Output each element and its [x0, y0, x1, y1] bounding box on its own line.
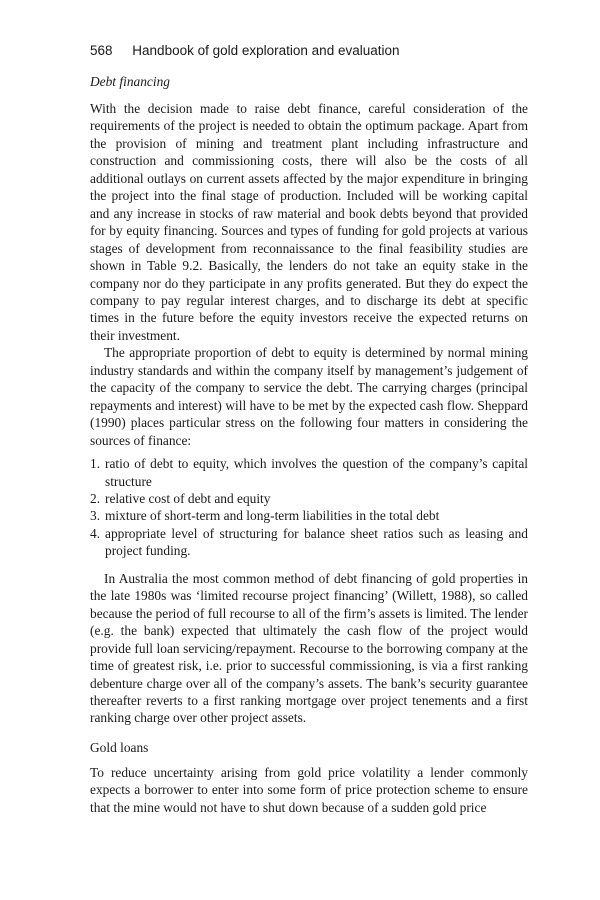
section-heading-gold-loans: Gold loans — [90, 739, 149, 755]
list-item-text: relative cost of debt and equity — [105, 490, 271, 506]
running-header — [90, 42, 528, 60]
list-item-text: mixture of short-term and long-term liabilities in the total debt — [105, 508, 440, 524]
list-item — [90, 507, 528, 524]
list-item-number: 2. — [90, 490, 101, 506]
paragraph-gold-loans-1: To reduce uncertainty arising from gold price volatility a lender commonly expects a borrower to enter into some form of price protection scheme to ensure that the mine would not have to shut down because of a sudden gold price — [90, 764, 528, 815]
list-item-number: 4. — [90, 525, 101, 541]
section-heading-debt-financing: Debt financing — [90, 74, 170, 89]
list-item — [90, 490, 528, 507]
list-item-number: 1. — [90, 456, 101, 472]
paragraph-debt-financing-1: With the decision made to raise debt finance, careful consideration of the requirements of the project is needed to obtain the optimum package. Apart from the provision of mining and treatment plant including infrastructure and construction and commissioning costs, there will also be the costs of all additional outlays on current assets affected by the major expenditure in bringing the project into the final stage of production. Included will be working capital and any increase in stocks of raw material and book debts beyond that provided for by equity financing. Sources and types of funding for gold projects at various stages of development from reconnaissance to the final feasibility studies are shown in Table 9.2. Basically, the lenders do not take an equity stake in the company nor do they participate in any profits generated. But they do expect the company to pay regular interest charges, and to discharge its debt at specific times in the future before the equity investors receive the expected returns on their investment. — [90, 101, 528, 343]
list-item — [90, 455, 528, 490]
page-number: 568 — [90, 43, 113, 58]
list-item-number: 3. — [90, 508, 101, 524]
page — [90, 42, 528, 816]
running-title: Handbook of gold exploration and evaluation — [132, 43, 400, 58]
finance-matters-list — [90, 455, 528, 560]
list-item-text: appropriate level of structuring for balance sheet ratios such as leasing and project funding. — [105, 525, 528, 559]
paragraph-debt-financing-3: In Australia the most common method of debt financing of gold properties in the late 1980s was ‘limited recourse project financing’ (Willett, 1988), so called because the period of full recourse to all of the firm’s assets is limited. The lender (e.g. the bank) expected that ultimately the cash flow of the project would provide full loan servicing/repayment. Recourse to the borrowing company at the time of greatest risk, i.e. prior to successful commissioning, is via a first ranking debenture charge over all of the company’s assets. The bank’s security guarantee thereafter reverts to a first ranking mortgage over project tenements and a first ranking charge over other project assets. — [90, 570, 528, 726]
list-item — [90, 525, 528, 560]
list-item-text: ratio of debt to equity, which involves the question of the company’s capital structure — [105, 456, 528, 489]
paragraph-debt-financing-2: The appropriate proportion of debt to equity is determined by normal mining industry standards and within the company itself by management’s judgement of the capacity of the company to service the debt. The carrying charges (principal repayments and interest) will have to be met by the expected cash flow. Sheppard (1990) places particular stress on the following four matters in considering the sources of finance: — [90, 345, 528, 448]
